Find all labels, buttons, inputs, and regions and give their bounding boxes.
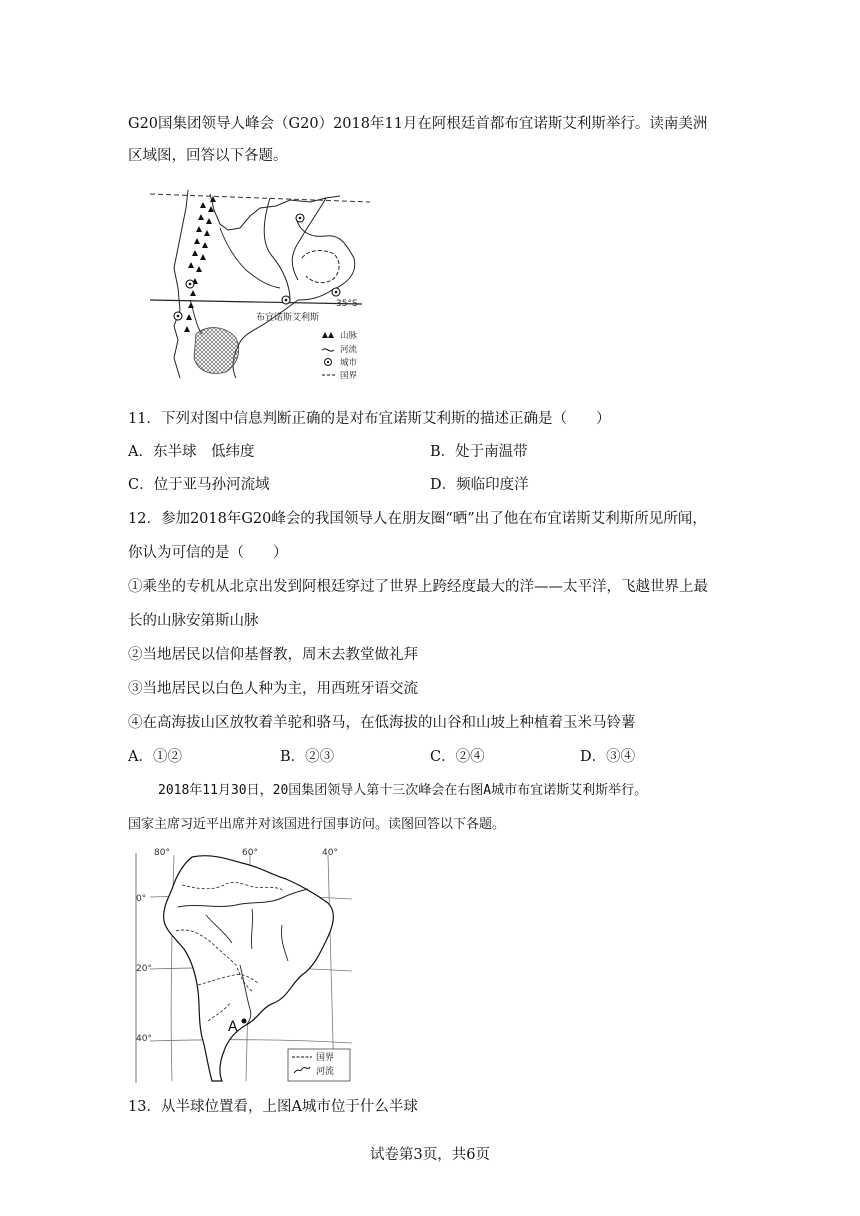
latitude-label: 35°S — [336, 299, 358, 309]
question-12-statement-2: ②当地居民以信仰基督教，周末去教堂做礼拜 — [128, 647, 418, 663]
question-12-option-a[interactable]: A．①② — [128, 749, 182, 765]
northern-border — [210, 194, 340, 230]
river-icon — [322, 349, 334, 351]
top-latitude-line — [150, 194, 370, 202]
mountain-range-symbols — [184, 196, 216, 332]
south-america-regional-map — [150, 188, 372, 384]
east-coast-line — [233, 218, 355, 378]
intro-paragraph-2-line-1: 2018年11月30日，20国集团领导人第十三次峰会在右图A城市布宜诺斯艾利斯举行。 — [158, 783, 648, 798]
svg-text:河流: 河流 — [340, 345, 358, 355]
longitude-label-40: 40° — [322, 848, 338, 858]
city-label-buenos-aires: 布宜诺斯艾利斯 — [256, 313, 320, 323]
question-12-option-b[interactable]: B．②③ — [280, 749, 335, 765]
meridian-40 — [328, 855, 334, 1081]
question-11-option-c[interactable]: C．位于亚马孙河流域 — [128, 477, 270, 493]
intro-paragraph-2-line-2: 国家主席习近平出席并对该国进行国事访问。读图回答以下各题。 — [128, 817, 506, 832]
latitude-label-40: 40° — [136, 1034, 152, 1044]
legend-river — [322, 344, 358, 355]
question-12-statement-3: ③当地居民以白色人种为主，用西班牙语交流 — [128, 681, 418, 697]
svg-text:城市: 城市 — [340, 358, 358, 368]
river-2 — [292, 198, 326, 280]
svg-text:山脉: 山脉 — [340, 331, 358, 341]
intro-paragraph-1-line-1: G20国集团领导人峰会（G20）2018年11月在阿根廷首都布宜诺斯艾利斯举行。读南美洲 — [128, 116, 708, 132]
parallel-40 — [150, 1040, 352, 1043]
longitude-label-60: 60° — [242, 848, 258, 858]
legend-mountain — [322, 330, 358, 341]
latitude-label-20: 20° — [136, 964, 152, 974]
page-footer: 试卷第3页，共6页 — [370, 1147, 490, 1163]
map1-legend — [322, 330, 358, 381]
latitude-label-0: 0° — [136, 894, 147, 904]
question-12-stem-line-2: 你认为可信的是（ ） — [128, 545, 288, 561]
city-a-label: A — [228, 1019, 238, 1035]
question-12-option-c[interactable]: C．②④ — [430, 749, 485, 765]
longitude-label-80: 80° — [154, 848, 170, 858]
latitude-35s-line — [150, 300, 362, 304]
question-12-option-d[interactable]: D．③④ — [580, 749, 636, 765]
svg-text:国界: 国界 — [340, 371, 358, 381]
question-12-statement-1-line-2: 长的山脉安第斯山脉 — [128, 613, 259, 629]
question-11-option-d[interactable]: D．频临印度洋 — [430, 477, 529, 493]
svg-text:河流: 河流 — [316, 1067, 335, 1077]
question-11-stem: 11．下列对图中信息判断正确的是对布宜诺斯艾利斯的描述正确是（ ） — [128, 411, 611, 427]
question-11-option-b[interactable]: B．处于南温带 — [430, 444, 528, 460]
legend-border — [322, 371, 358, 381]
mountain-icon — [322, 332, 334, 338]
south-america-map — [132, 845, 354, 1083]
map2-legend — [288, 1049, 350, 1081]
river-3 — [220, 228, 280, 288]
question-13-stem: 13．从半球位置看，上图A城市位于什么半球 — [128, 1099, 418, 1115]
svg-text:国界: 国界 — [316, 1053, 335, 1063]
question-11-option-a[interactable]: A．东半球 低纬度 — [128, 444, 255, 460]
city-a-marker — [242, 1019, 247, 1024]
question-12-statement-4: ④在高海拔山区放牧着羊驼和骆马，在低海拔的山谷和山坡上种植着玉米马铃薯 — [128, 715, 636, 731]
hatched-region — [194, 328, 239, 374]
border-east — [302, 251, 339, 283]
question-12-stem-line-1: 12．参加2018年G20峰会的我国领导人在朋友圈“晒”出了他在布宜诺斯艾利斯所见所闻， — [128, 511, 707, 527]
intro-paragraph-1-line-2: 区域图，回答以下各题。 — [128, 148, 288, 164]
question-12-statement-1-line-1: ①乘坐的专机从北京出发到阿根廷穿过了世界上跨经度最大的洋——太平洋，飞越世界上最 — [128, 579, 708, 595]
legend-city — [325, 357, 358, 368]
